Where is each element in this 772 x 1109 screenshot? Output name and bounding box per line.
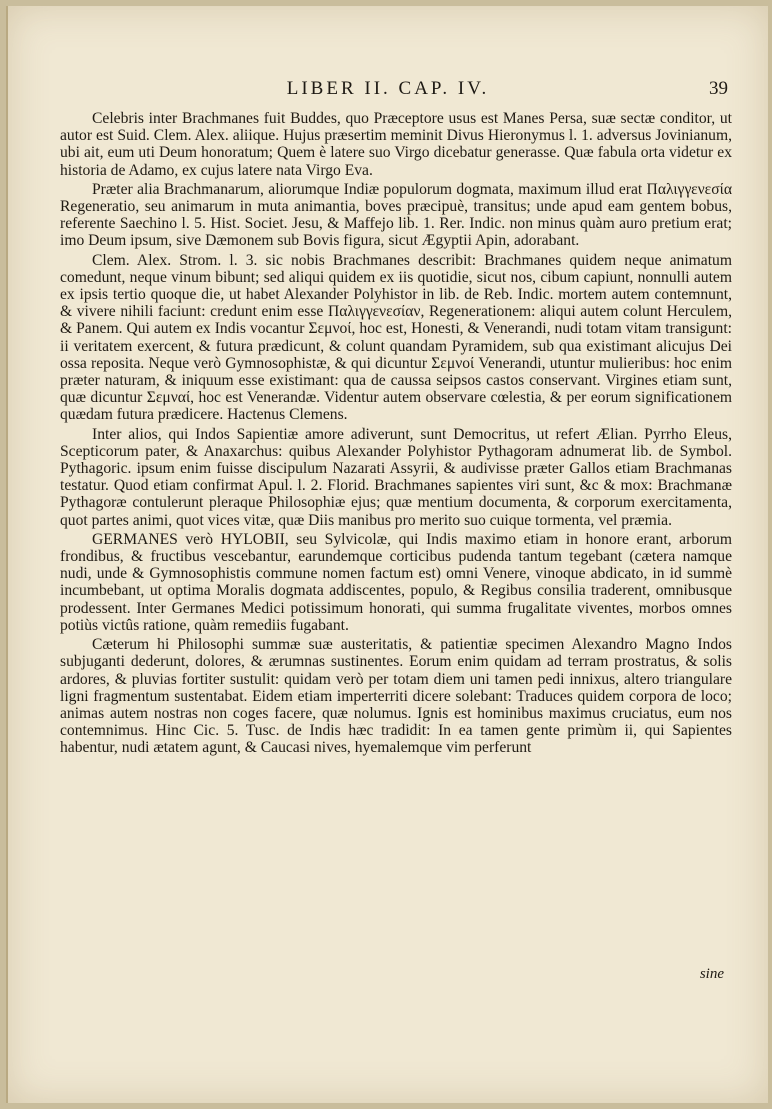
catchword: sine [699,966,724,982]
paragraph-germanes: GERMANES verò HYLOBII, seu Sylvicolæ, qui Indis maximo etiam in honore erant, arborum frondibus, & fructibus vescebantur, earundemque corticibus pudenda tantum tegebant (cætera namque nudi, unde & Gymnosophistis commune nomen factum est) omni Venere, vinoque abdicato, in id summè incumbebant, ut optima Moralis dogmata addiscentes, populo, & Regibus consilia traderent, omnibusque prodessent. Inter Germanes Medici potissimum honorati, qui summa frugalitate viventes, morbos omnes potiùs victûs ratione, quàm remediis fugabant. [60,530,732,634]
book-page [6,6,768,1103]
paragraph-austeritas: Cæterum hi Philosophi summæ suæ austeritatis, & patientiæ specimen Alexandro Magno Indos subjuganti dederunt, dolores, & ærumnas sustinentes. Eorum enim quidam ad terram prostratus, & solis ardores, & pluvias fortiter sustulit: quidam verò per totam diem uni tamen pedi innixus, altero triangulare ligni fragmentum sustentabat. Eidem etiam imperterriti dicere solebant: Traduces quidem corpora de loco; animas autem nostras non coges facere, quæ nolumus. Ignis est hominibus maximus cruciatus, eum nos contemnimus. Hinc Cic. 5. Tusc. de Indis hæc tradidit: In ea tamen gente primùm ii, qui Sapientes habentur, nudi ætatem agunt, & Caucasi nives, hyemalemque vim perferunt [60,636,732,757]
paragraph-clemens: Clem. Alex. Strom. l. 3. sic nobis Brachmanes describit: Brachmanes quidem neque animatum comedunt, neque vinum bibunt; sed aliqui quidem ex iis quotidie, sicut nos, cibum capiunt, nonnulli autem ex ipsis tertio quoque die, ut habet Alexander Polyhistor in lib. de Reb. Indic. mortem autem contemnunt, & vivere nihili faciunt: credunt enim esse Παλιγγενεσίαν, Regenerationem: aliqui autem colunt Herculem, & Panem. Qui autem ex Indis vocantur Σεμνοί, hoc est, Honesti, & Venerandi, nudi totam vitam transigunt: ii veritatem exercent, & futura prædicunt, & colunt quandam Pyramidem, sub qua existimant alicujus Dei ossa reposita. Neque verò Gymnosophistæ, & qui dicuntur Σεμνοί Venerandi, utuntur mulieribus: hoc enim præter naturam, & iniquum esse existimant: qua de caussa seipsos castos conservant. Virgines etiam sunt, quæ dicuntur Σεμναί, hoc est Venerandæ. Videntur autem observare cœlestia, & per eorum significationem quædam futura prædicere. Hactenus Clemens. [60,251,732,424]
paragraph-pythagoras: Inter alios, qui Indos Sapientiæ amore adiverunt, sunt Democritus, ut refert Ælian. Pyrrho Eleus, Scepticorum pater, & Anaxarchus: quibus Alexander Polyhistor Pythagoram adnumerat lib. de Symbol. Pythagoric. ipsum enim fuisse discipulum Nazarati Assyrii, & audivisse præter Gallos etiam Brachmanas testatur. Quod etiam confirmat Apul. l. 2. Florid. Brachmanes sapientes viri sunt, &c & mox: Brachmanæ Pythagoræ contulerunt pleraque Philosophiæ ejus; quæ mentium documenta, & corporum exercitamenta, quot partes animi, quot vices vitæ, quæ Diis manibus pro merito suo cuique tormenta, vel præmia. [60,425,732,529]
paragraph-regeneratio: Præter alia Brachmanarum, aliorumque Indiæ populorum dogmata, maximum illud erat Παλιγγενεσία Regeneratio, seu animarum in muta animantia, boves præcipuè, transitus; unde apud eam gentem bobus, referente Saechino l. 5. Hist. Societ. Jesu, & Maffejo lib. 1. Rer. Indic. non minus quàm auro pretium erat; imo Deum ipsum, sive Dæmonem sub Bovis figura, sicut Ægyptii Apin, adorabant. [60,180,732,250]
running-header [48,78,728,104]
running-title: LIBER II. CAP. IV. [286,78,490,99]
paragraph-buddes: Celebris inter Brachmanes fuit Buddes, quo Præceptore usus est Manes Persa, suæ sectæ conditor, ut autor est Suid. Clem. Alex. aliique. Hujus præsertim meminit Divus Hieronymus l. 1. adversus Jovinianum, ubi ait, eum uti Deum honoratum; Quem è latere suo Virgo dicebatur generasse. Quæ fabula orta videtur ex historia de Adamo, ex cujus latere nata Virgo Eva. [60,110,732,179]
body-text [60,110,732,757]
page-number: 39 [709,78,728,99]
